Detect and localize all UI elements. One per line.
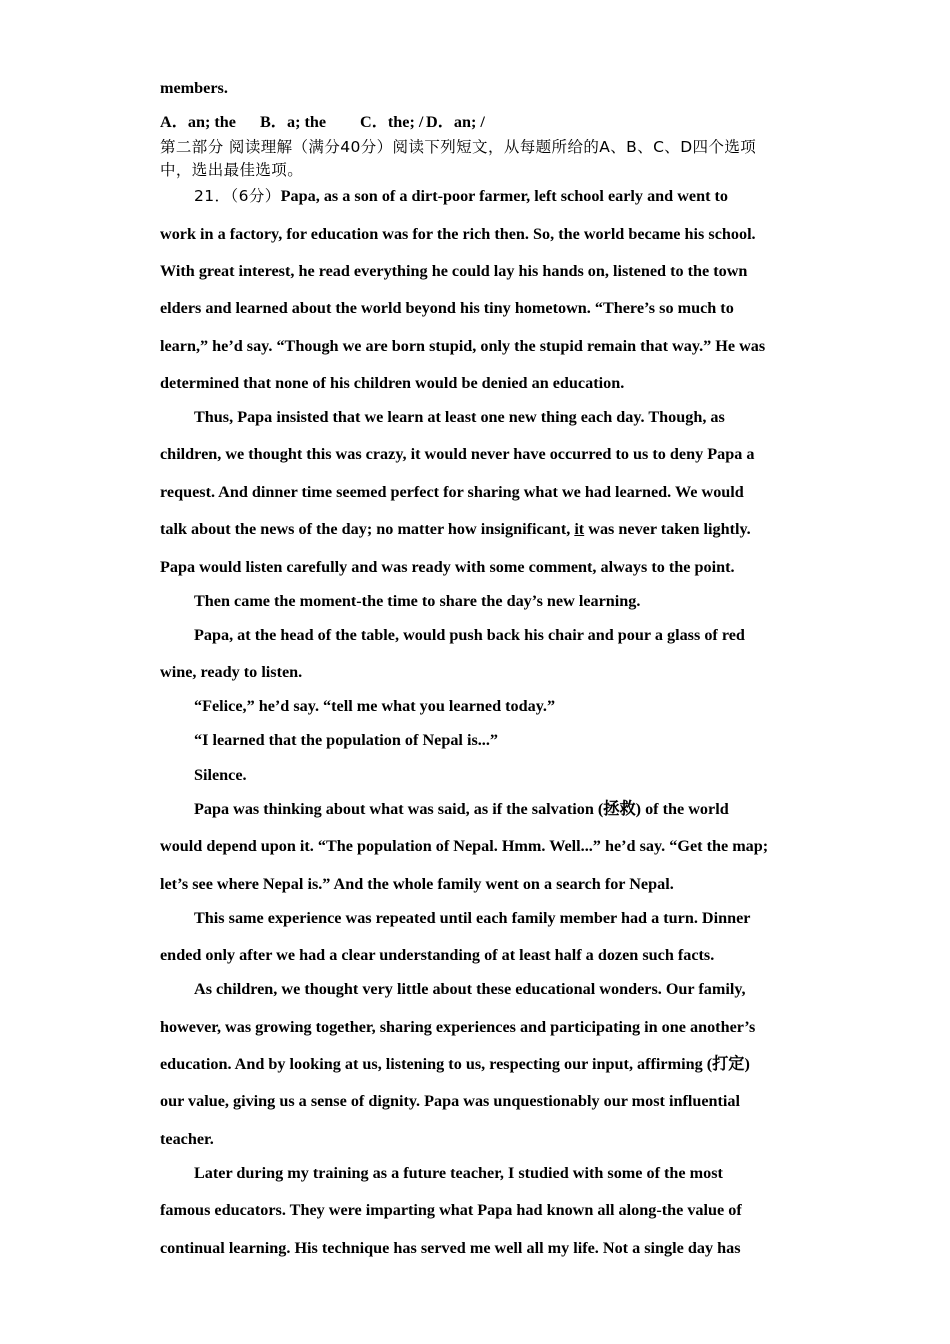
passage-line: ended only after we had a clear understanding of at least half a dozen such facts. — [160, 946, 715, 964]
section-header-line-1: 第二部分 阅读理解（满分40分）阅读下列短文，从每题所给的A、B、C、D四个选项 — [160, 138, 757, 156]
passage-line: request. And dinner time seemed perfect for sharing what we had learned. We would — [160, 483, 744, 501]
passage-line-with-underline — [160, 519, 800, 539]
passage-line: children, we thought this was crazy, it would never have occurred to us to deny Papa a — [160, 445, 755, 463]
passage-line: let’s see where Nepal is.” And the whole family went on a search for Nepal. — [160, 875, 674, 893]
passage-line: continual learning. His technique has served me well all my life. Not a single day has — [160, 1239, 741, 1257]
passage-line: Later during my training as a future teacher, I studied with some of the most — [194, 1164, 723, 1182]
passage-line: determined that none of his children would be denied an education. — [160, 374, 625, 392]
passage-line: Thus, Papa insisted that we learn at least one new thing each day. Though, as — [194, 408, 725, 426]
passage-line: however, was growing together, sharing experiences and participating in one another’s — [160, 1018, 756, 1036]
question-first-line — [194, 186, 834, 206]
passage-line: would depend upon it. “The population of Nepal. Hmm. Well...” he’d say. “Get the map; — [160, 837, 769, 855]
passage-line: learn,” he’d say. “Though we are born stupid, only the stupid remain that way.” He was — [160, 337, 766, 355]
passage-line: Papa, as a son of a dirt-poor farmer, left school early and went to — [280, 187, 729, 205]
option-c: C．the; / — [360, 113, 424, 131]
passage-line: With great interest, he read everything he could lay his hands on, listened to the town — [160, 262, 748, 280]
passage-line: This same experience was repeated until each family member had a turn. Dinner — [194, 909, 751, 927]
answer-options — [160, 112, 800, 132]
dialogue-line: Silence. — [194, 766, 247, 784]
passage-line: our value, giving us a sense of dignity. Papa was unquestionably our most influential — [160, 1092, 741, 1110]
passage-line: famous educators. They were imparting what Papa had known all along-the value of — [160, 1201, 742, 1219]
underlined-word: it — [574, 520, 585, 538]
passage-line: wine, ready to listen. — [160, 663, 303, 681]
passage-line: work in a factory, for education was for the rich then. So, the world became his school. — [160, 225, 756, 243]
dialogue-line: “Felice,” he’d say. “tell me what you learned today.” — [194, 697, 556, 715]
previous-question-tail: members. — [160, 79, 228, 97]
question-number: 21．（6分） — [194, 187, 281, 205]
section-header-line-2: 中，选出最佳选项。 — [160, 161, 304, 179]
passage-line: Papa was thinking about what was said, as if the salvation (拯救) of the world — [194, 800, 729, 818]
passage-line: As children, we thought very little about these educational wonders. Our family, — [194, 980, 746, 998]
passage-line: Papa, at the head of the table, would push back his chair and pour a glass of red — [194, 626, 745, 644]
dialogue-line: “I learned that the population of Nepal is...” — [194, 731, 498, 749]
passage-line: teacher. — [160, 1130, 214, 1148]
option-d: D．an; / — [426, 113, 485, 131]
option-b: B．a; the — [260, 113, 327, 131]
passage-line: elders and learned about the world beyond his tiny hometown. “There’s so much to — [160, 299, 734, 317]
text-segment: talk about the news of the day; no matter how insignificant, — [160, 520, 575, 538]
text-segment: was never taken lightly. — [584, 520, 751, 538]
passage-line: education. And by looking at us, listening to us, respecting our input, affirming (打定) — [160, 1055, 750, 1073]
passage-line: Papa would listen carefully and was ready with some comment, always to the point. — [160, 558, 735, 576]
option-a: A．an; the — [160, 113, 236, 131]
passage-line: Then came the moment-the time to share the day’s new learning. — [194, 592, 641, 610]
